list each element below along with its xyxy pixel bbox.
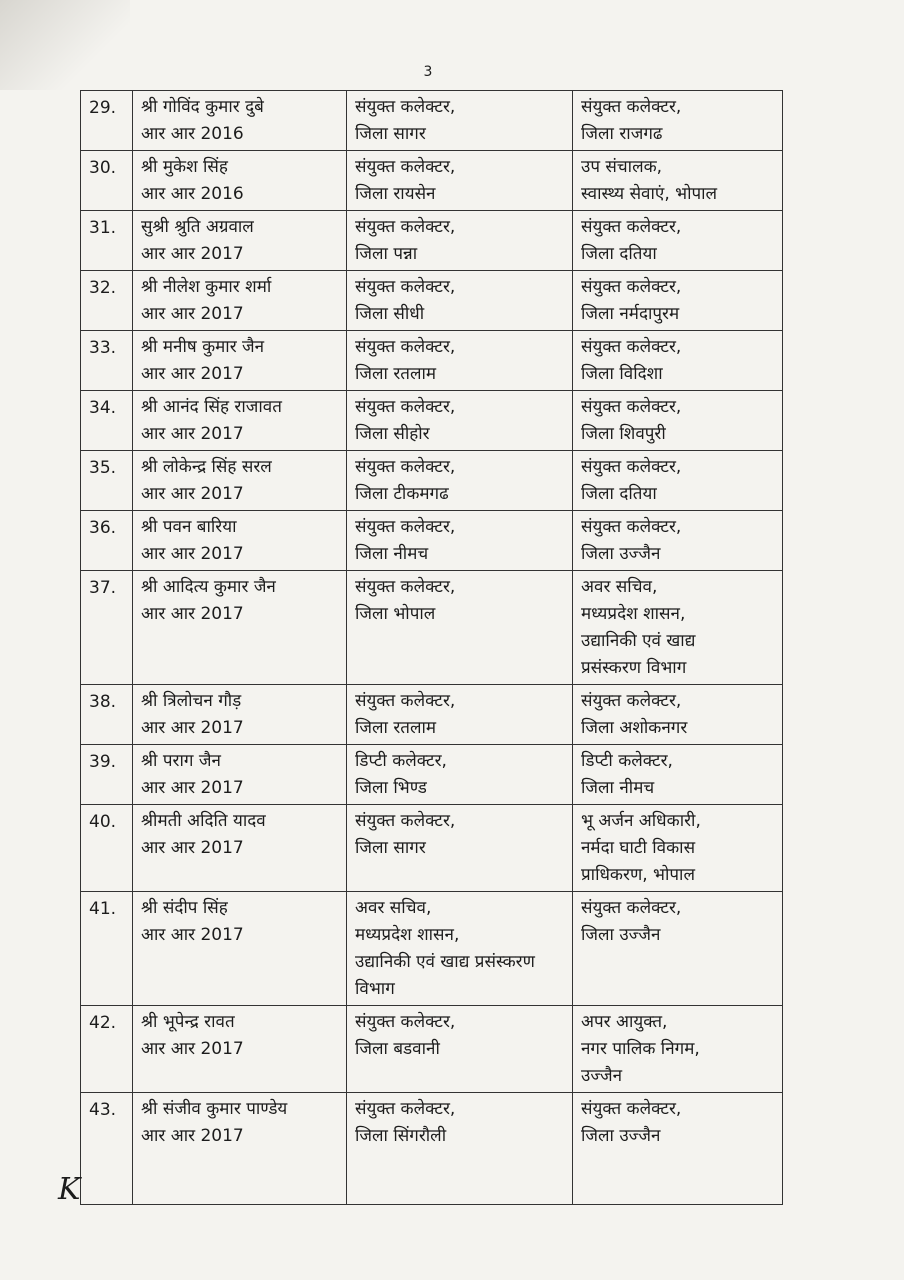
table-row: [81, 391, 783, 451]
new-posting-line: मध्यप्रदेश शासन,: [581, 604, 686, 624]
current-posting-line: उद्यानिकी एवं खाद्य प्रसंस्करण: [355, 952, 535, 972]
officer-cell: [133, 685, 347, 745]
serial-number: 32.: [81, 271, 133, 331]
new-posting-line: संयुक्त कलेक्टर,: [581, 97, 682, 117]
serial-number: 37.: [81, 571, 133, 685]
new-posting-cell: [573, 451, 783, 511]
current-posting-cell: [347, 745, 573, 805]
current-posting-line: संयुक्त कलेक्टर,: [355, 811, 456, 831]
officer-batch: आर आर 2016: [141, 124, 244, 144]
officer-cell: [133, 151, 347, 211]
current-posting-cell: [347, 151, 573, 211]
officer-name: श्री आनंद सिंह राजावत: [141, 397, 282, 417]
officer-name: श्री पवन बारिया: [141, 517, 237, 537]
officer-batch: आर आर 2017: [141, 1039, 244, 1059]
serial-number: 33.: [81, 331, 133, 391]
officer-cell: [133, 331, 347, 391]
current-posting-cell: [347, 805, 573, 892]
table-row: [81, 511, 783, 571]
new-posting-cell: [573, 745, 783, 805]
table-row: [81, 805, 783, 892]
new-posting-cell: [573, 331, 783, 391]
officer-name: श्री भूपेन्द्र रावत: [141, 1012, 235, 1032]
new-posting-line: जिला शिवपुरी: [581, 424, 666, 444]
current-posting-cell: [347, 1006, 573, 1093]
new-posting-cell: [573, 271, 783, 331]
new-posting-line: अवर सचिव,: [581, 577, 658, 597]
officer-batch: आर आर 2017: [141, 244, 244, 264]
serial-number: 29.: [81, 91, 133, 151]
current-posting-cell: [347, 451, 573, 511]
table-row: [81, 91, 783, 151]
current-posting-line: जिला भिण्ड: [355, 778, 427, 798]
current-posting-line: जिला सीहोर: [355, 424, 430, 444]
officer-cell: [133, 571, 347, 685]
new-posting-cell: [573, 805, 783, 892]
current-posting-line: जिला पन्ना: [355, 244, 418, 264]
new-posting-line: जिला राजगढ: [581, 124, 663, 144]
current-posting-line: जिला बडवानी: [355, 1039, 440, 1059]
table-row: [81, 892, 783, 1006]
new-posting-line: उद्यानिकी एवं खाद्य: [581, 631, 696, 651]
current-posting-line: विभाग: [355, 979, 395, 999]
new-posting-line: संयुक्त कलेक्टर,: [581, 1099, 682, 1119]
current-posting-line: संयुक्त कलेक्टर,: [355, 1012, 456, 1032]
table-row: [81, 685, 783, 745]
officer-batch: आर आर 2017: [141, 718, 244, 738]
serial-number: 31.: [81, 211, 133, 271]
current-posting-cell: [347, 391, 573, 451]
current-posting-line: जिला रायसेन: [355, 184, 436, 204]
new-posting-line: संयुक्त कलेक्टर,: [581, 457, 682, 477]
table-row: [81, 451, 783, 511]
table-row: [81, 331, 783, 391]
current-posting-line: जिला टीकमगढ: [355, 484, 449, 504]
new-posting-line: भू अर्जन अधिकारी,: [581, 811, 701, 831]
page-number: 3: [423, 64, 433, 80]
new-posting-line: स्वास्थ्य सेवाएं, भोपाल: [581, 184, 718, 204]
officer-batch: आर आर 2017: [141, 838, 244, 858]
current-posting-line: संयुक्त कलेक्टर,: [355, 217, 456, 237]
new-posting-cell: [573, 1093, 783, 1205]
current-posting-line: संयुक्त कलेक्टर,: [355, 517, 456, 537]
scan-shadow: [0, 0, 130, 90]
officer-batch: आर आर 2017: [141, 544, 244, 564]
current-posting-line: संयुक्त कलेक्टर,: [355, 277, 456, 297]
new-posting-line: उप संचालक,: [581, 157, 663, 177]
new-posting-line: जिला विदिशा: [581, 364, 663, 384]
new-posting-line: संयुक्त कलेक्टर,: [581, 517, 682, 537]
new-posting-line: जिला उज्जैन: [581, 544, 661, 564]
new-posting-line: संयुक्त कलेक्टर,: [581, 691, 682, 711]
officer-cell: [133, 91, 347, 151]
serial-number: 43.: [81, 1093, 133, 1205]
new-posting-cell: [573, 892, 783, 1006]
officer-cell: [133, 745, 347, 805]
current-posting-cell: [347, 571, 573, 685]
current-posting-line: मध्यप्रदेश शासन,: [355, 925, 460, 945]
officer-batch: आर आर 2017: [141, 925, 244, 945]
current-posting-line: डिप्टी कलेक्टर,: [355, 751, 447, 771]
current-posting-line: जिला रतलाम: [355, 364, 437, 384]
new-posting-line: नगर पालिक निगम,: [581, 1039, 700, 1059]
current-posting-cell: [347, 511, 573, 571]
officer-name: श्री संदीप सिंह: [141, 898, 228, 918]
officer-name: श्री लोकेन्द्र सिंह सरल: [141, 457, 272, 477]
current-posting-line: जिला भोपाल: [355, 604, 436, 624]
table-row: [81, 211, 783, 271]
current-posting-line: जिला रतलाम: [355, 718, 437, 738]
table-row: [81, 1006, 783, 1093]
officer-name: श्री मुकेश सिंह: [141, 157, 228, 177]
transfer-table: [80, 90, 783, 1205]
current-posting-line: अवर सचिव,: [355, 898, 432, 918]
new-posting-line: नर्मदा घाटी विकास: [581, 838, 696, 858]
officer-batch: आर आर 2017: [141, 484, 244, 504]
current-posting-cell: [347, 892, 573, 1006]
officer-batch: आर आर 2017: [141, 364, 244, 384]
new-posting-line: जिला उज्जैन: [581, 925, 661, 945]
new-posting-line: प्राधिकरण, भोपाल: [581, 865, 695, 885]
new-posting-line: जिला दतिया: [581, 244, 657, 264]
current-posting-line: जिला सागर: [355, 838, 426, 858]
officer-batch: आर आर 2017: [141, 424, 244, 444]
current-posting-cell: [347, 211, 573, 271]
table-row: [81, 271, 783, 331]
current-posting-cell: [347, 685, 573, 745]
officer-name: श्रीमती अदिति यादव: [141, 811, 266, 831]
new-posting-line: प्रसंस्करण विभाग: [581, 658, 687, 678]
new-posting-line: उज्जैन: [581, 1066, 623, 1086]
new-posting-cell: [573, 151, 783, 211]
new-posting-cell: [573, 391, 783, 451]
new-posting-line: अपर आयुक्त,: [581, 1012, 668, 1032]
current-posting-line: संयुक्त कलेक्टर,: [355, 691, 456, 711]
current-posting-line: संयुक्त कलेक्टर,: [355, 337, 456, 357]
current-posting-cell: [347, 271, 573, 331]
current-posting-line: संयुक्त कलेक्टर,: [355, 577, 456, 597]
new-posting-line: संयुक्त कलेक्टर,: [581, 277, 682, 297]
officer-name: श्री पराग जैन: [141, 751, 221, 771]
current-posting-line: जिला सागर: [355, 124, 426, 144]
serial-number: 36.: [81, 511, 133, 571]
new-posting-cell: [573, 91, 783, 151]
table-row: [81, 1093, 783, 1205]
new-posting-line: संयुक्त कलेक्टर,: [581, 397, 682, 417]
current-posting-cell: [347, 1093, 573, 1205]
table-row: [81, 745, 783, 805]
officer-cell: [133, 271, 347, 331]
new-posting-line: जिला नर्मदापुरम: [581, 304, 680, 324]
officer-cell: [133, 211, 347, 271]
current-posting-cell: [347, 91, 573, 151]
serial-number: 35.: [81, 451, 133, 511]
officer-cell: [133, 892, 347, 1006]
officer-cell: [133, 1093, 347, 1205]
current-posting-line: जिला सिंगरौली: [355, 1126, 447, 1146]
new-posting-cell: [573, 511, 783, 571]
serial-number: 39.: [81, 745, 133, 805]
serial-number: 41.: [81, 892, 133, 1006]
officer-name: श्री त्रिलोचन गौड़: [141, 691, 242, 711]
officer-cell: [133, 1006, 347, 1093]
current-posting-line: जिला सीधी: [355, 304, 425, 324]
officer-batch: आर आर 2017: [141, 604, 244, 624]
table-row: [81, 151, 783, 211]
new-posting-line: जिला उज्जैन: [581, 1126, 661, 1146]
officer-batch: आर आर 2016: [141, 184, 244, 204]
new-posting-line: संयुक्त कलेक्टर,: [581, 337, 682, 357]
current-posting-line: संयुक्त कलेक्टर,: [355, 397, 456, 417]
officer-name: श्री नीलेश कुमार शर्मा: [141, 277, 272, 297]
officer-name: सुश्री श्रुति अग्रवाल: [141, 217, 254, 237]
officer-name: श्री संजीव कुमार पाण्डेय: [141, 1099, 288, 1119]
serial-number: 38.: [81, 685, 133, 745]
serial-number: 34.: [81, 391, 133, 451]
new-posting-cell: [573, 211, 783, 271]
new-posting-line: संयुक्त कलेक्टर,: [581, 898, 682, 918]
officer-name: श्री गोविंद कुमार दुबे: [141, 97, 264, 117]
officer-cell: [133, 451, 347, 511]
new-posting-line: डिप्टी कलेक्टर,: [581, 751, 673, 771]
signature-mark: K: [58, 1172, 81, 1207]
officer-cell: [133, 391, 347, 451]
officer-batch: आर आर 2017: [141, 778, 244, 798]
current-posting-line: संयुक्त कलेक्टर,: [355, 97, 456, 117]
officer-cell: [133, 511, 347, 571]
current-posting-line: जिला नीमच: [355, 544, 429, 564]
table-row: [81, 571, 783, 685]
new-posting-line: जिला दतिया: [581, 484, 657, 504]
serial-number: 42.: [81, 1006, 133, 1093]
current-posting-cell: [347, 331, 573, 391]
new-posting-line: संयुक्त कलेक्टर,: [581, 217, 682, 237]
officer-name: श्री मनीष कुमार जैन: [141, 337, 265, 357]
new-posting-line: जिला नीमच: [581, 778, 655, 798]
officer-name: श्री आदित्य कुमार जैन: [141, 577, 276, 597]
serial-number: 30.: [81, 151, 133, 211]
serial-number: 40.: [81, 805, 133, 892]
new-posting-cell: [573, 685, 783, 745]
officer-batch: आर आर 2017: [141, 1126, 244, 1146]
table-body: [81, 91, 783, 1205]
current-posting-line: संयुक्त कलेक्टर,: [355, 157, 456, 177]
officer-cell: [133, 805, 347, 892]
new-posting-cell: [573, 571, 783, 685]
current-posting-line: संयुक्त कलेक्टर,: [355, 1099, 456, 1119]
new-posting-line: जिला अशोकनगर: [581, 718, 688, 738]
current-posting-line: संयुक्त कलेक्टर,: [355, 457, 456, 477]
officer-batch: आर आर 2017: [141, 304, 244, 324]
new-posting-cell: [573, 1006, 783, 1093]
